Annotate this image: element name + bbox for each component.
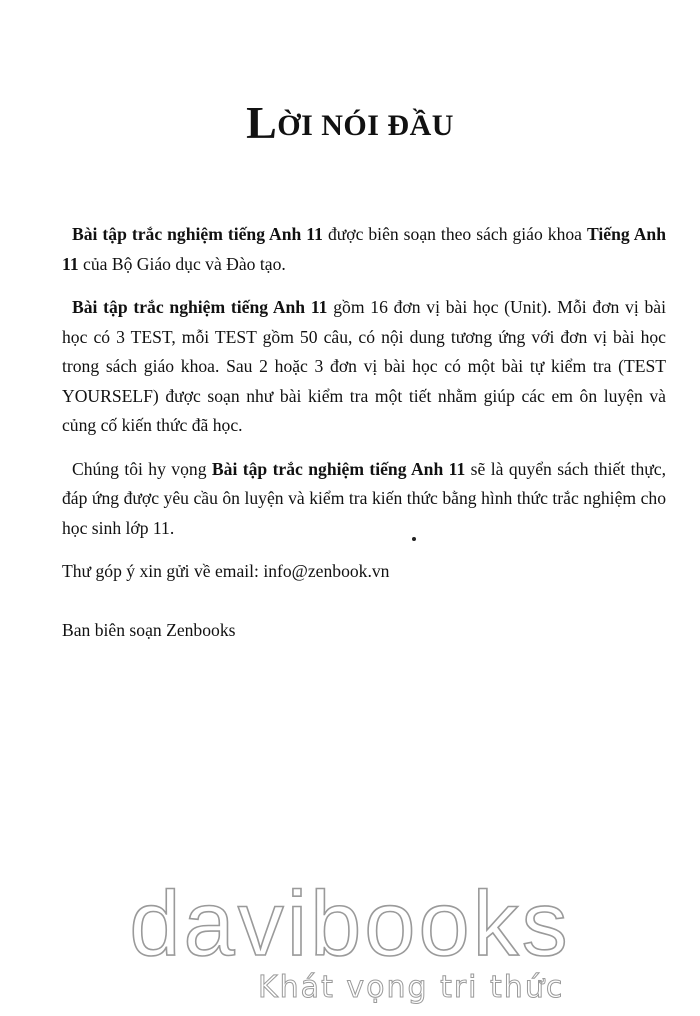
- preface-body: [62, 220, 666, 601]
- stray-dot: [412, 537, 416, 541]
- book-name-bold: Bài tập trắc nghiệm tiếng Anh 11: [211, 458, 466, 479]
- book-name-bold: Bài tập trắc nghiệm tiếng Anh 11: [72, 297, 328, 317]
- watermark-tagline: Khát vọng tri thức: [258, 970, 565, 1005]
- paragraph-2: Bài tập trắc nghiệm tiếng Anh 11 gồm 16 đơn vị bài học (Unit). Mỗi đơn vị bài học có 3 TEST, mỗi TEST gồm 50 câu, có nội dung tương ứng với đơn vị bài học trong sách giáo khoa. Sau 2 hoặc 3 đơn vị bài học có một bài tự kiểm tra (TEST YOURSELF) được soạn như bài kiểm tra một tiết nhằm giúp các em ôn luyện và củng cố kiến thức đã học.: [62, 297, 666, 435]
- title-first-letter: L: [246, 97, 278, 148]
- textbook-name-bold: Tiếng Anh 11: [62, 224, 667, 274]
- watermark-logo: davibooks: [129, 873, 571, 975]
- signature: Ban biên soạn Zenbooks: [62, 620, 236, 640]
- email-line: Thư góp ý xin gửi về email: info@zenbook.vn: [62, 561, 390, 581]
- paragraph-1: Bài tập trắc nghiệm tiếng Anh 11 được biên soạn theo sách giáo khoa Tiếng Anh 11 của Bộ Giáo dục và Đào tạo.: [62, 224, 667, 274]
- book-name-bold: Bài tập trắc nghiệm tiếng Anh 11: [72, 224, 323, 244]
- page-title: [0, 96, 700, 149]
- paragraph-3: Chúng tôi hy vọng Bài tập trắc nghiệm tiếng Anh 11 sẽ là quyển sách thiết thực, đáp ứng được yêu cầu ôn luyện và kiểm tra kiến thức bằng hình thức trắc nghiệm cho học sinh lớp 11.: [62, 458, 667, 538]
- title-rest: ỜI NÓI ĐẦU: [277, 109, 454, 142]
